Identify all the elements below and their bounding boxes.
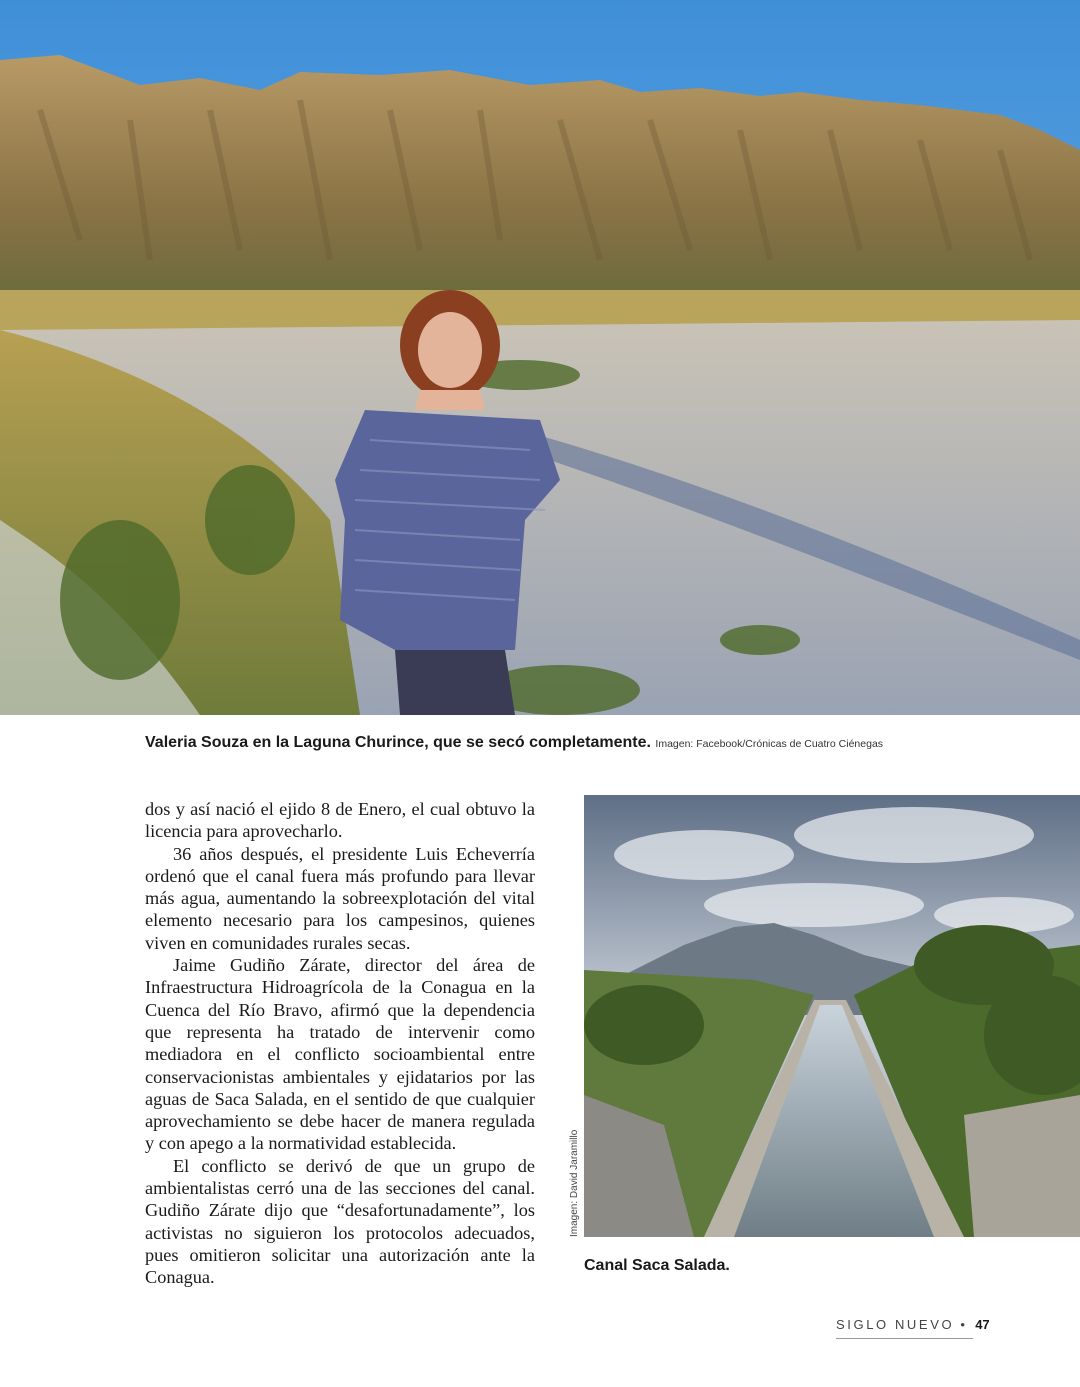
publication-name: SIGLO NUEVO xyxy=(836,1317,955,1332)
article-paragraph: dos y así nació el ejido 8 de Enero, el cual obtuvo la licencia para aprovecharlo. xyxy=(145,799,535,842)
canal-photo-caption: Canal Saca Salada. xyxy=(584,1257,730,1274)
canal-photo-credit: Imagen: David Jaramillo xyxy=(569,1129,580,1237)
article-paragraph: Jaime Gudiño Zárate, director del área de Infraestructura Hidroagrícola de la Conagua en la Cuenca del Río Bravo, afirmó que la dependencia que representa ha tratado de intervenir como mediadora en el conflicto socioambiental entre conservacionistas ambientales y ejidatarios por las aguas de Saca Salada, en el sentido de que cualquier aprovechamiento se debe hacer de manera regulada y con apego a la normatividad establecida. xyxy=(145,955,535,1154)
main-photo-credit: Imagen: Facebook/Crónicas de Cuatro Ciénegas xyxy=(655,738,884,750)
page-footer xyxy=(836,1317,990,1339)
article-paragraph: El conflicto se derivó de que un grupo de ambientalistas cerró una de las secciones del canal. Gudiño Zárate dijo que “desafortunadamente”, los activistas no siguieron los protocolos adecuados, pues omitieron solicitar una autorización ante la Conagua. xyxy=(145,1155,535,1288)
main-photo-caption-text: Valeria Souza en la Laguna Churince, que se secó completamente. xyxy=(145,734,651,751)
article-paragraph: 36 años después, el presidente Luis Echeverría ordenó que el canal fuera más profundo para llevar más agua, aumentando la sobreexplotación del vital elemento necesario para los campesinos, quienes viven en comunidades rurales secas. xyxy=(145,843,535,953)
article-body xyxy=(145,798,535,1289)
footer-separator: • xyxy=(960,1317,965,1332)
canal-photo xyxy=(584,795,1080,1237)
page-number: 47 xyxy=(975,1317,990,1332)
main-photo-caption xyxy=(145,734,1045,752)
